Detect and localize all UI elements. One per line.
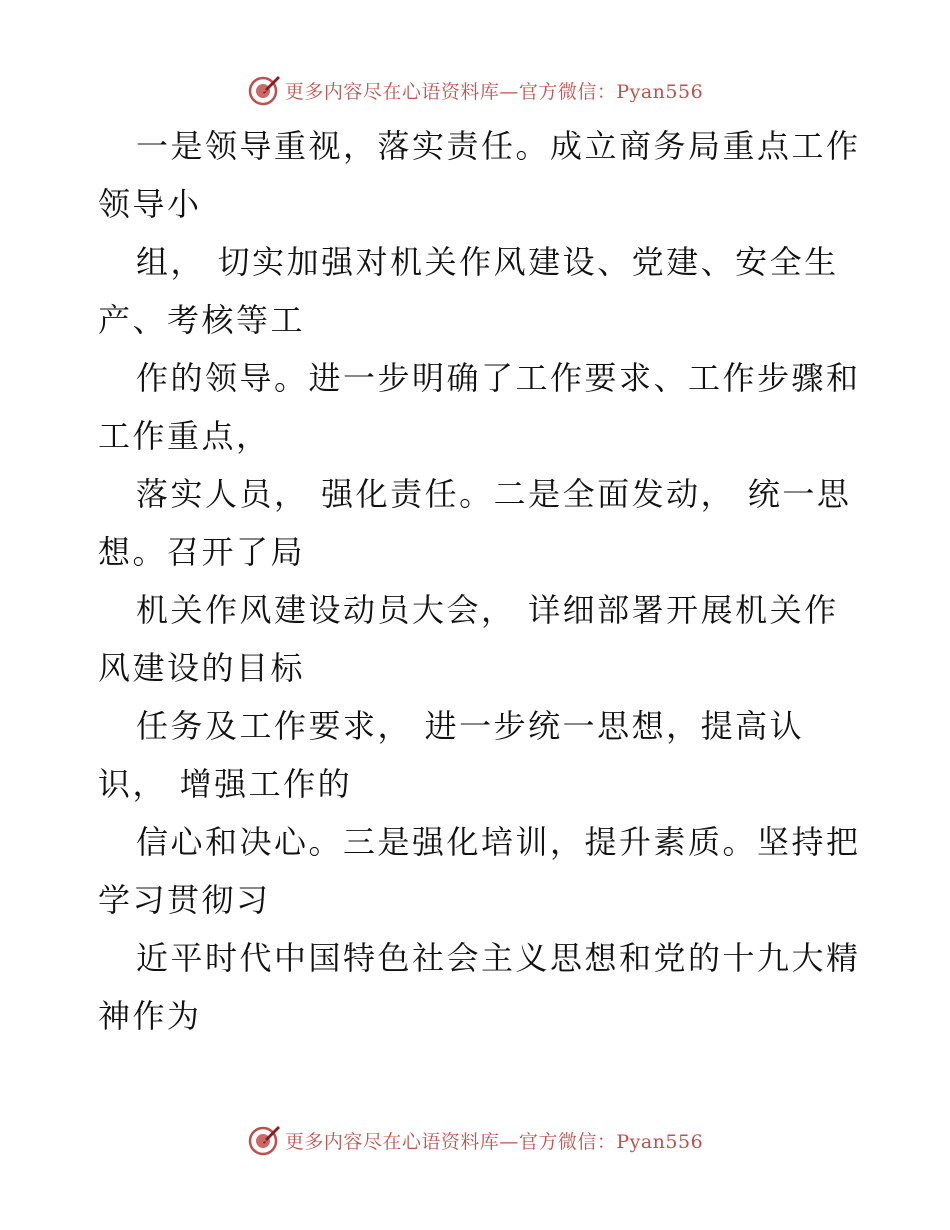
text-line: 机关作风建设动员大会， 详细部署开展机关作 <box>136 591 839 629</box>
text-line: 领导小 <box>98 185 202 223</box>
text-line: 任务及工作要求， 进一步统一思想，提高认 <box>136 707 805 745</box>
document-body <box>98 117 861 1045</box>
text-line: 近平时代中国特色社会主义思想和党的十九大精 <box>136 939 861 977</box>
quill-seal-icon <box>247 1123 281 1157</box>
text-line: 信心和决心。三是强化培训，提升素质。坚持把 <box>136 823 861 861</box>
text-line: 产、考核等工 <box>98 301 306 339</box>
text-line: 学习贯彻习 <box>98 881 271 919</box>
text-line: 神作为 <box>98 997 202 1035</box>
header-banner <box>0 70 950 110</box>
text-line: 一是领导重视，落实责任。成立商务局重点工作 <box>136 127 861 165</box>
footer-banner-text: 更多内容尽在心语资料库—官方微信：Pyan556 <box>284 1130 704 1153</box>
text-line: 风建设的目标 <box>98 649 306 687</box>
text-line: 作的领导。进一步明确了工作要求、工作步骤和 <box>136 359 861 397</box>
quill-seal-icon <box>247 73 281 107</box>
paragraph <box>98 117 861 1045</box>
text-line: 工作重点， <box>98 417 271 455</box>
text-line: 落实人员， 强化责任。二是全面发动， 统一思 <box>136 475 852 513</box>
text-line: 识， 增强工作的 <box>98 765 353 803</box>
header-banner-text: 更多内容尽在心语资料库—官方微信：Pyan556 <box>284 80 704 103</box>
text-line: 组， 切实加强对机关作风建设、党建、安全生 <box>136 243 839 281</box>
footer-banner <box>0 1120 950 1160</box>
text-line: 想。召开了局 <box>98 533 306 571</box>
